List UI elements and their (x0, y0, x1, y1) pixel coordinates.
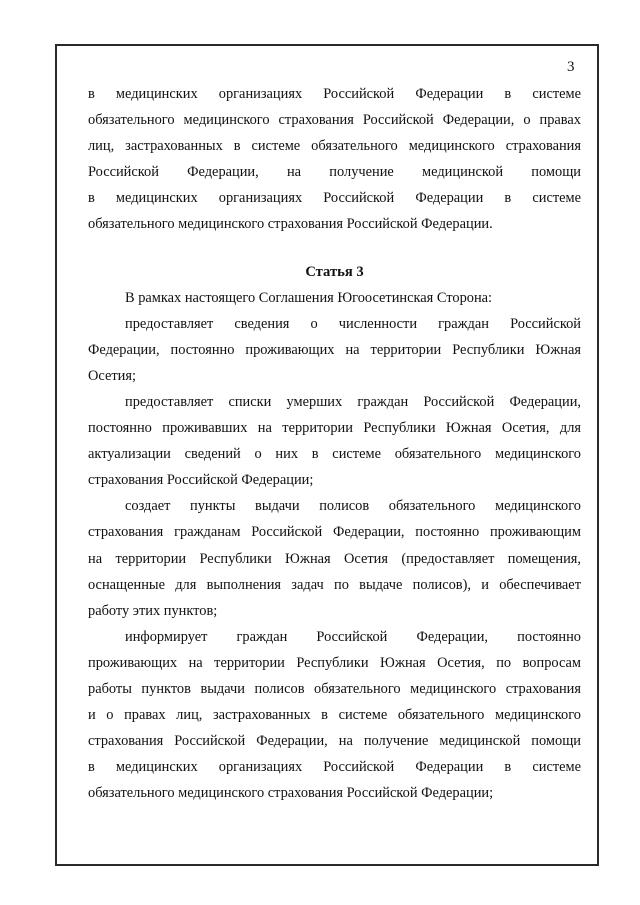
intro-paragraph (88, 81, 581, 238)
list-item (88, 624, 581, 807)
text-line: информирует граждан Российской Федерации, постоянно (125, 628, 581, 645)
text-line: страхования гражданам Российской Федерации, постоянно проживающим (88, 524, 581, 541)
text-line: предоставляет списки умерших граждан Российской Федерации, (125, 393, 581, 410)
text-line: постоянно проживавших на территории Республики Южная Осетия, для (88, 420, 581, 437)
text-line: оснащенные для выполнения задач по выдаче полисов), и обеспечивает (88, 576, 581, 593)
page-number: 3 (567, 59, 575, 75)
text-line: в медицинских организациях Российской Федерации в системе (88, 759, 581, 776)
lead-paragraph (88, 285, 581, 311)
text-line: и о правах лиц, застрахованных в системе обязательного медицинского (88, 707, 581, 724)
text-line: актуализации сведений о них в системе обязательного медицинского (88, 446, 581, 463)
text-line: работу этих пунктов; (88, 602, 218, 619)
text-line: обязательного медицинского страхования Российской Федерации. (88, 216, 493, 233)
text-line: Осетия; (88, 367, 136, 384)
list-item (88, 389, 581, 493)
text-line: лиц, застрахованных в системе обязательного медицинского страхования (88, 138, 581, 155)
text-line: обязательного медицинского страхования Российской Федерации, о правах (88, 112, 581, 129)
text-line: страхования Российской Федерации, на получение медицинской помощи (88, 733, 581, 750)
text-line: создает пункты выдачи полисов обязательного медицинского (125, 498, 581, 515)
text-line: проживающих на территории Республики Южная Осетия, по вопросам (88, 654, 581, 671)
text-line: на территории Республики Южная Осетия (предоставляет помещения, (88, 550, 581, 567)
text-line: В рамках настоящего Соглашения Югоосетинская Сторона: (125, 289, 493, 306)
list-item (88, 311, 581, 389)
text-line: Российской Федерации, на получение медицинской помощи (88, 164, 581, 181)
text-line: страхования Российской Федерации; (88, 472, 314, 489)
article-heading: Статья 3 (305, 263, 364, 280)
text-line: обязательного медицинского страхования Российской Федерации; (88, 785, 494, 802)
text-line: в медицинских организациях Российской Федерации в системе (88, 190, 581, 207)
document-body (88, 81, 581, 806)
text-line: в медицинских организациях Российской Федерации в системе (88, 86, 581, 102)
text-line: работы пунктов выдачи полисов обязательного медицинского страхования (88, 680, 581, 697)
text-line: Федерации, постоянно проживающих на территории Республики Южная (88, 341, 581, 358)
text-line: предоставляет сведения о численности граждан Российской (125, 315, 581, 332)
list-item (88, 493, 581, 623)
